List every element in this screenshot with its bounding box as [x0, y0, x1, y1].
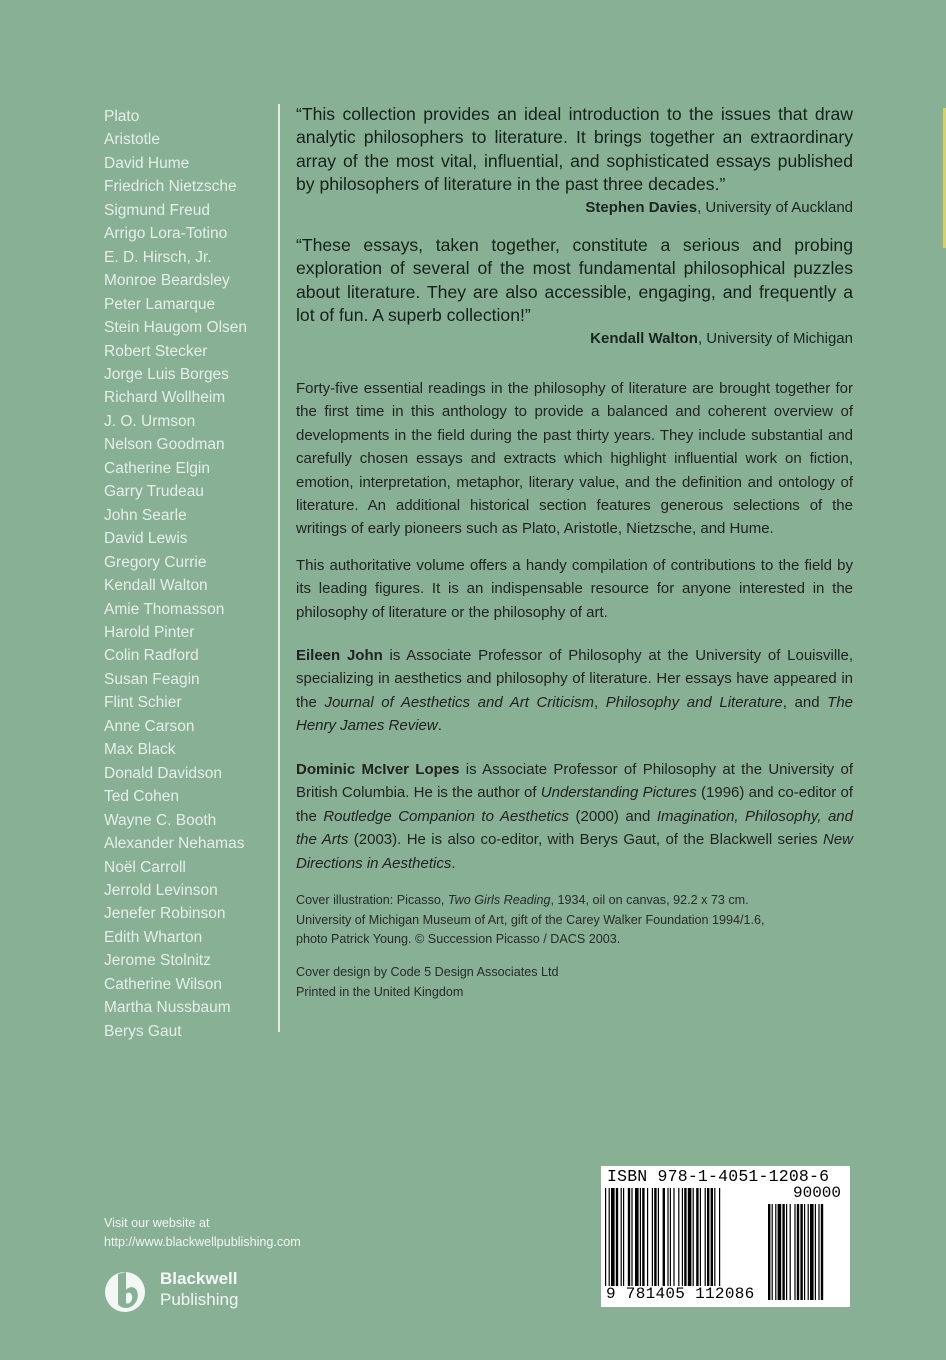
description-text: Forty-five essential readings in the philosophy of literature are brought together for the first time in this anthology to provide a balanced and coherent overview of developments in the field during the past thirty years. They include substantial and carefully chosen essays and extracts which highlight influential work on fiction, emotion, interpretation, metaphor, literary value, and the definition and ontology of literature. An additional historical section features generous selections of the writings of early pioneers such as Plato, Aristotle, Nietzsche, and Hume.: [296, 380, 853, 538]
barcode-bar: [688, 1188, 692, 1286]
addon-barcode-bar: [818, 1204, 819, 1300]
contributor-name: Jerome Stolnitz: [104, 952, 211, 970]
contributor-name: Ted Cohen: [104, 788, 179, 806]
website-link[interactable]: http://www.blackwellpublishing.com: [104, 1235, 301, 1250]
quote-text: “These essays, taken together, constitute a serious and probing exploration of several of the most fundamental philosophical puzzles about literature. They are also accessible, engaging, and frequently a lot of fun. A superb collection!”: [296, 235, 853, 326]
journal-title: Journal of Aesthetics and Art Criticism: [324, 693, 594, 711]
bio-span: , and: [782, 693, 828, 711]
barcode-bar: [711, 1188, 713, 1286]
contributor-name: Richard Wollheim: [104, 389, 226, 407]
addon-barcode-bar: [810, 1204, 814, 1300]
barcode-bar: [670, 1188, 671, 1286]
barcode-bar: [696, 1188, 698, 1286]
credit-span: Cover illustration: Picasso,: [296, 893, 448, 907]
quote-affiliation: , University of Michigan: [697, 329, 853, 347]
quote-author: Kendall Walton: [590, 329, 698, 347]
contributor-name: Colin Radford: [104, 647, 199, 665]
barcode-bar: [616, 1188, 618, 1286]
price-code: 90000: [793, 1184, 842, 1202]
contributor-name: Anne Carson: [104, 717, 195, 735]
quote-affiliation: , University of Auckland: [697, 198, 853, 216]
contributor-name: Harold Pinter: [104, 623, 195, 641]
barcode-bar: [640, 1188, 641, 1286]
barcode-bar: [647, 1188, 648, 1286]
credit-line-2: University of Michigan Museum of Art, gift of the Carey Walker Foundation 1994/1.6,: [296, 912, 765, 927]
contributor-name: Catherine Elgin: [104, 459, 210, 477]
contributor-name: J. O. Urmson: [104, 412, 196, 430]
contributor-name: Kendall Walton: [104, 577, 208, 595]
bio-span: (1996) and co-editor of the: [296, 784, 853, 825]
journal-title: Philosophy and Literature: [605, 693, 783, 711]
website-label: Visit our website at: [104, 1216, 210, 1230]
addon-barcode-bar: [782, 1204, 784, 1300]
bio-span: (2000) and: [569, 807, 657, 825]
addon-barcode-bar: [808, 1204, 809, 1300]
contributor-name: Noël Carroll: [104, 858, 186, 876]
contributor-name: Peter Lamarque: [104, 295, 216, 313]
barcode-bar: [642, 1188, 644, 1286]
bio-span: is Associate Professor of Philosophy at the University of Louisville, specializing in aesthetics and philosophy of literature. Her essays have appeared in the: [296, 647, 854, 711]
barcode-bar: [621, 1188, 622, 1286]
contributor-name: Friedrich Nietzsche: [104, 178, 237, 196]
barcode-bar: [635, 1188, 639, 1286]
barcode-bar: [623, 1188, 624, 1286]
printed-line: Printed in the United Kingdom: [296, 984, 464, 999]
credit-line-3: photo Patrick Young. © Succession Picasso / DACS 2003.: [296, 932, 621, 947]
addon-barcode-bar: [800, 1204, 802, 1300]
bio-span: ,: [593, 693, 606, 711]
addon-barcode-bar: [794, 1204, 795, 1300]
contributor-name: Jenefer Robinson: [104, 905, 226, 923]
description-text: This authoritative volume offers a handy compilation of contributions to the field by its leading figures. It is an indispensable resource for anyone interested in the philosophy of literature or the philosophy of art.: [296, 557, 853, 621]
contributor-name: E. D. Hirsch, Jr.: [104, 248, 212, 266]
contributor-name: Berys Gaut: [104, 1022, 182, 1040]
contributor-name: Wayne C. Booth: [104, 811, 217, 829]
barcode-bar: [705, 1188, 706, 1286]
contributor-name: Susan Feagin: [104, 670, 200, 688]
barcode-bar: [682, 1188, 683, 1286]
addon-barcode-bar: [772, 1204, 773, 1300]
contributor-name: Arrigo Lora-Totino: [104, 225, 228, 243]
credit-span: , 1934, oil on canvas, 92.2 x 73 cm.: [550, 893, 749, 907]
barcode-bar: [628, 1188, 630, 1286]
contributor-name: John Searle: [104, 506, 187, 524]
contributor-name: David Hume: [104, 154, 190, 172]
addon-barcode-bar: [815, 1204, 816, 1300]
book-title: Routledge Companion to Aesthetics: [323, 807, 570, 825]
addon-barcode-bar: [790, 1204, 791, 1300]
isbn-number: ISBN 978-1-4051-1208-6: [607, 1167, 830, 1186]
addon-barcode-bar: [778, 1204, 782, 1300]
book-title: Imagination, Philosophy, and the Arts: [296, 807, 853, 849]
contributor-name: Amie Thomasson: [104, 600, 225, 618]
design-line: Cover design by Code 5 Design Associates Ltd: [296, 965, 559, 979]
artwork-title: Two Girls Reading: [447, 893, 551, 907]
contributor-name: Monroe Beardsley: [104, 272, 230, 290]
editor-name: Eileen John: [296, 647, 383, 664]
addon-barcode-bar: [797, 1204, 799, 1300]
contributor-name: Flint Schier: [104, 694, 182, 712]
contributor-name: Robert Stecker: [104, 342, 208, 360]
addon-barcode-bar: [775, 1204, 776, 1300]
bio-span: .: [451, 854, 456, 872]
barcode-bar: [667, 1188, 668, 1286]
contributor-name: Gregory Currie: [104, 553, 207, 571]
barcode-bar: [631, 1188, 632, 1286]
contributor-name: Jerrold Levinson: [104, 881, 218, 899]
barcode-bar: [605, 1188, 606, 1298]
contributor-name: Garry Trudeau: [104, 483, 204, 501]
publisher-name-line-1: Blackwell: [160, 1269, 238, 1288]
barcode-bar: [700, 1188, 701, 1286]
contributor-name: Aristotle: [104, 131, 160, 149]
barcode-bar: [714, 1188, 715, 1298]
contributor-name: Catherine Wilson: [104, 975, 223, 993]
quote-author: Stephen Davies: [585, 198, 698, 216]
barcode-bar: [654, 1188, 656, 1286]
contributor-name: Donald Davidson: [104, 764, 223, 782]
bio-span: .: [437, 717, 442, 735]
barcode-bar: [652, 1188, 653, 1286]
barcode-bar: [719, 1188, 720, 1298]
bio-span: (2003). He is also co-editor, with Berys Gaut, of the Blackwell series: [348, 831, 823, 849]
contributor-name: Alexander Nehamas: [104, 835, 245, 853]
barcode-bar: [707, 1188, 709, 1286]
contributor-name: Nelson Goodman: [104, 436, 225, 454]
barcode-bar: [673, 1188, 674, 1286]
journal-title: The Henry James Review: [296, 693, 854, 735]
barcode-bar: [693, 1188, 694, 1286]
contributor-name: Stein Haugom Olsen: [104, 319, 248, 337]
contributor-name: Jorge Luis Borges: [104, 365, 229, 383]
barcode-bar: [609, 1188, 610, 1298]
addon-barcode-bar: [786, 1204, 787, 1300]
barcode-bar: [678, 1188, 679, 1286]
publisher-name-line-2: Publishing: [160, 1290, 239, 1309]
contributor-name: Plato: [104, 108, 140, 125]
editor-name: Dominic McIver Lopes: [296, 761, 460, 778]
contributor-name: Edith Wharton: [104, 928, 203, 946]
quote-text: “This collection provides an ideal introduction to the issues that draw analytic philosophers to literature. It brings together an extraordinary array of the most vital, influential, and sophisticated essays published by philosophers of literature in the past three decades.”: [296, 104, 853, 195]
barcode-bar: [663, 1188, 665, 1286]
addon-barcode-bar: [821, 1204, 823, 1300]
contributor-name: Martha Nussbaum: [104, 999, 231, 1017]
addon-barcode-bar: [804, 1204, 805, 1300]
book-title: Understanding Pictures: [540, 784, 697, 802]
ean-number: 9 781405 112086: [606, 1285, 755, 1303]
bio-span: is Associate Professor of Philosophy at the University of British Columbia. He is the author of: [296, 761, 853, 802]
contributor-name: Max Black: [104, 741, 176, 759]
contributor-name: Sigmund Freud: [104, 201, 210, 219]
barcode-bar: [684, 1188, 686, 1286]
addon-barcode-bar: [768, 1204, 770, 1300]
barcode-bar: [658, 1188, 659, 1286]
barcode-bar: [611, 1188, 615, 1286]
series-title: New Directions in Aesthetics: [296, 831, 853, 872]
contributor-name: David Lewis: [104, 530, 188, 548]
